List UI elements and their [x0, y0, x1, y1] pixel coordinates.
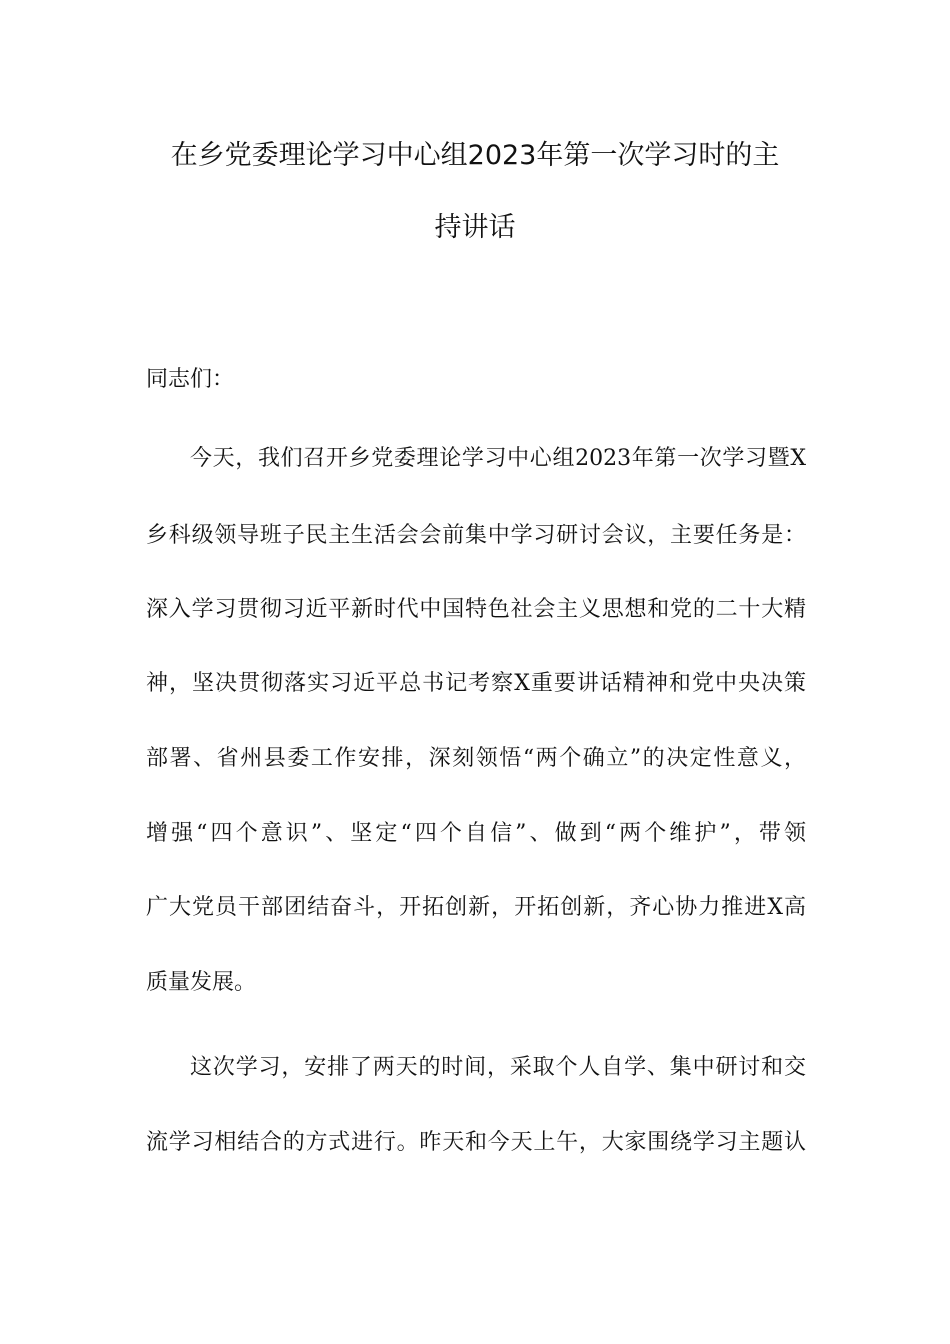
- salutation: 同志们：: [146, 367, 235, 392]
- paragraph-1-line-5: 部署、省州县委工作安排，深刻领悟“两个确立”的决定性意义，: [146, 746, 806, 771]
- paragraph-1-line-4: 神，坚决贯彻落实习近平总书记考察X重要讲话精神和党中央决策: [146, 671, 806, 696]
- paragraph-1-line-3: 深入学习贯彻习近平新时代中国特色社会主义思想和党的二十大精: [146, 597, 806, 622]
- paragraph-2-line-2: 流学习相结合的方式进行。昨天和今天上午，大家围绕学习主题认: [146, 1130, 806, 1155]
- paragraph-2-line-1: 这次学习，安排了两天的时间，采取个人自学、集中研讨和交: [190, 1055, 806, 1080]
- paragraph-1-line-7: 广大党员干部团结奋斗，开拓创新，开拓创新，齐心协力推进X高: [146, 895, 806, 920]
- paragraph-1-line-2: 乡科级领导班子民主生活会会前集中学习研讨会议，主要任务是：: [146, 523, 806, 548]
- paragraph-1-line-1: 今天，我们召开乡党委理论学习中心组2023年第一次学习暨X: [190, 446, 806, 471]
- document-title-line-2: 持讲话: [434, 212, 516, 243]
- paragraph-1-line-6: 增强“四个意识”、坚定“四个自信”、做到“两个维护”，带领: [146, 821, 806, 846]
- document-title-line-1: 在乡党委理论学习中心组2023年第一次学习时的主: [170, 140, 780, 171]
- paragraph-1-line-8: 质量发展。: [146, 970, 257, 995]
